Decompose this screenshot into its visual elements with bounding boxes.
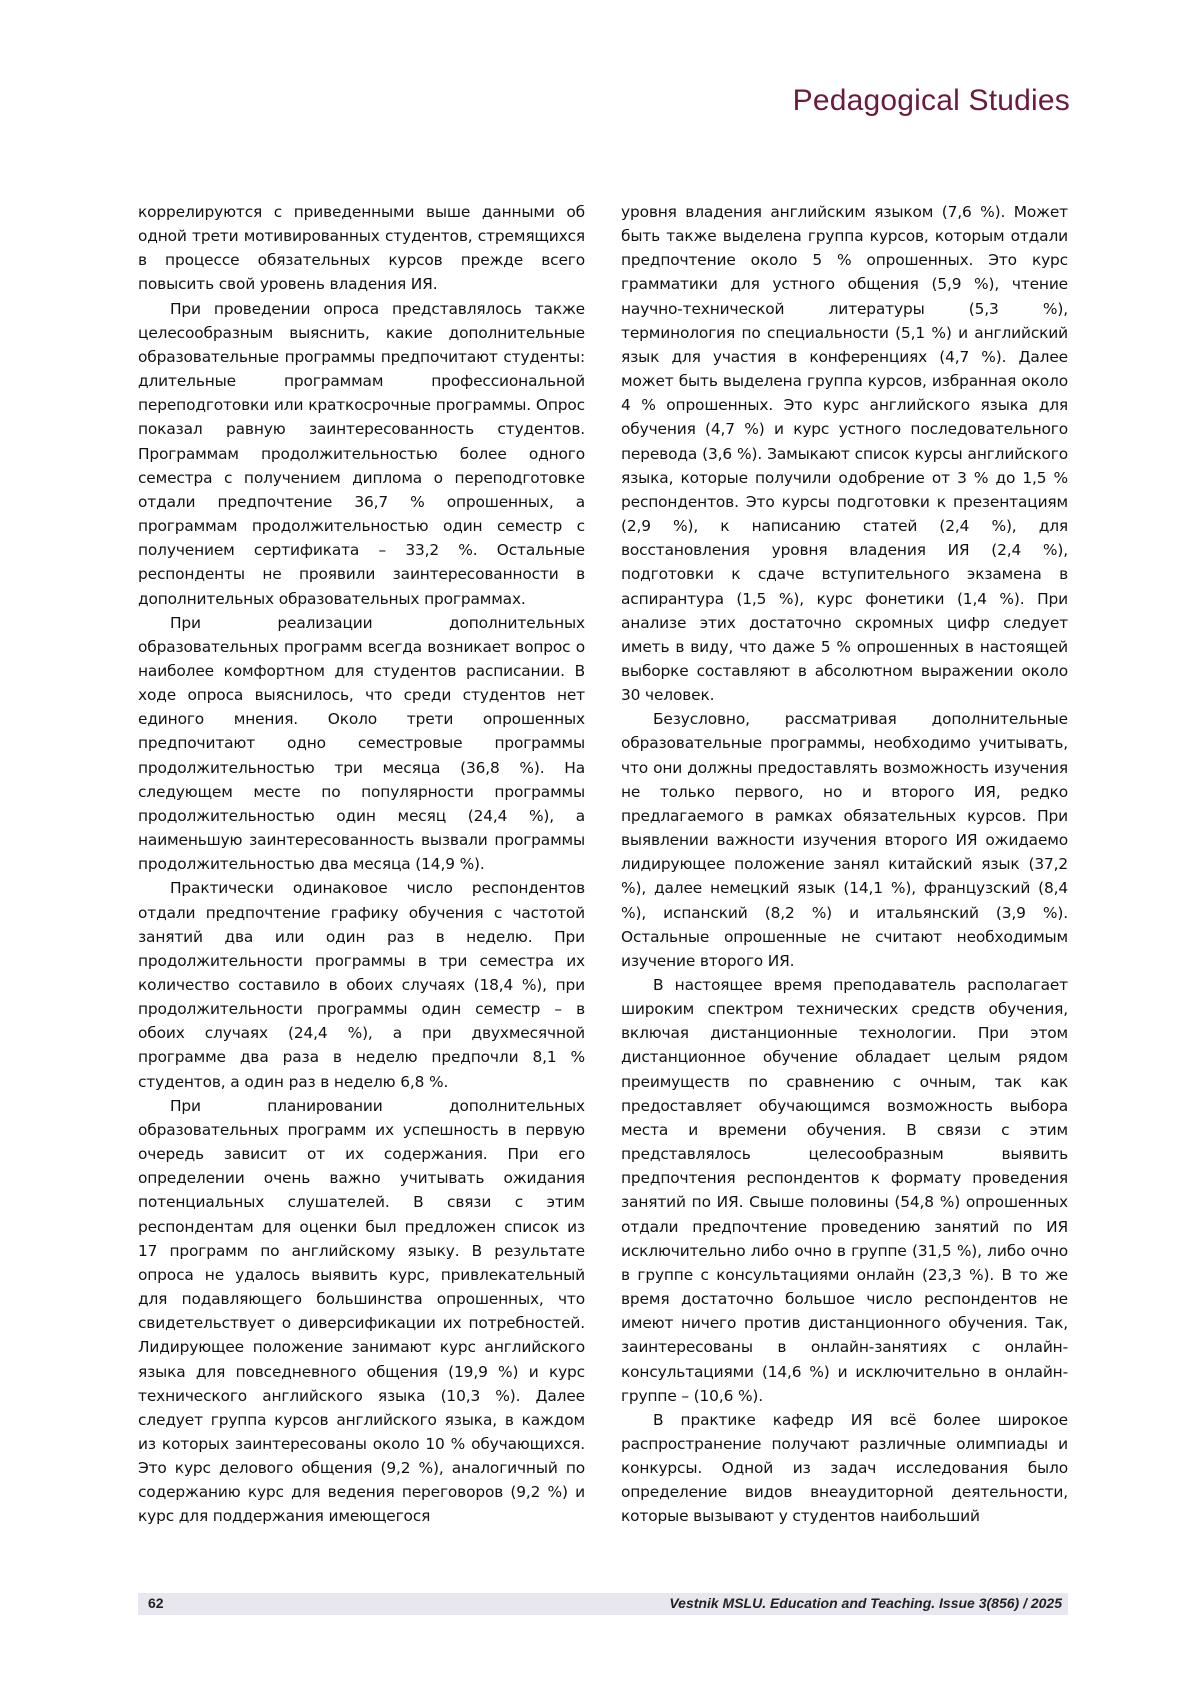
left-column <box>138 200 585 1529</box>
paragraph: В практике кафедр ИЯ всё более широкое распространение получают различные олимпиады и конкурсы. Одной из задач исследования было определение видов внеаудиторной деятельности, которые вызывают у студентов наибольший <box>621 1410 1068 1526</box>
page-footer <box>138 1593 1068 1615</box>
paragraph: коррелируются с приведенными выше данными об одной трети мотивированных студентов, стремящихся в процессе обязательных курсов прежде всего повысить свой уровень владения ИЯ. <box>138 203 585 294</box>
paragraph: уровня владения английским языком (7,6 %). Может быть также выделена группа курсов, которым отдали предпочтение около 5 % опрошенных. Это курс грамматики для устного общения (5,9 %), чтение научно-технической литературы (5,3 %), терминология по специальности (5,1 %) и английский язык для участия в конференциях (4,7 %). Далее может быть выделена группа курсов, избранная около 4 % опрошенных. Это курс английского языка для обучения (4,7 %) и курс устного последовательного перевода (3,6 %). Замыкают список курсы английского языка, которые получили одобрение от 3 % до 1,5 % респондентов. Это курсы подготовки к презентациям (2,9 %), к написанию статей (2,4 %), для восстановления уровня владения ИЯ (2,4 %), подготовки к сдаче вступительного экзамена в аспирантура (1,5 %), курс фонетики (1,4 %). При анализе этих достаточно скромных цифр следует иметь в виду, что даже 5 % опрошенных в настоящей выборке составляют в абсолютном выражении около 30 человек. <box>621 203 1068 705</box>
article-body <box>138 200 1068 1555</box>
paragraph: Практически одинаковое число респондентов отдали предпочтение графику обучения с частотой занятий два или один раз в неделю. При продолжительности программы в три семестра их количество составило в обоих случаях (18,4 %), при продолжительности программы один семестр – в обоих случаях (24,4 %), а при двухмесячной программе два раза в неделю предпочли 8,1 % студентов, а один раз в неделю 6,8 %. <box>138 879 585 1091</box>
page-number: 62 <box>148 1595 164 1611</box>
paragraph: Безусловно, рассматривая дополнительные образовательные программы, необходимо учитывать, что они должны предоставлять возможность изучения не только первого, но и второго ИЯ, редко предлагаемого в рамках обязательных курсов. При выявлении важности изучения второго ИЯ ожидаемо лидирующее положение занял китайский язык (37,2 %), далее немецкий язык (14,1 %), французский (8,4 %), испанский (8,2 %) и итальянский (3,9 %). Остальные опрошенные не считают необходимым изучение второго ИЯ. <box>621 710 1068 970</box>
right-column <box>621 200 1068 1529</box>
paragraph: При проведении опроса представлялось также целесообразным выяснить, какие дополнительные образовательные программы предпочитают студенты: длительные программам профессиональной переподготовки или краткосрочные программы. Опрос показал равную заинтересованность студентов. Программам продолжительностью более одного семестра с получением диплома о переподготовке отдали предпочтение 36,7 % опрошенных, а программам продолжительностью один семестр с получением сертификата – 33,2 %. Остальные респонденты не проявили заинтересованности в дополнительных образовательных программах. <box>138 299 585 608</box>
paragraph: В настоящее время преподаватель располагает широким спектром технических средств обучения, включая дистанционные технологии. При этом дистанционное обучение обладает целым рядом преимуществ по сравнению с очным, так как предоставляет обучающимся возможность выбора места и времени обучения. В связи с этим представлялось целесообразным выявить предпочтения респондентов к формату проведения занятий по ИЯ. Свыше половины (54,8 %) опрошенных отдали предпочтение проведению занятий по ИЯ исключительно либо очно в группе (31,5 %), либо очно в группе с консультациями онлайн (23,3 %). В то же время достаточно большое число респондентов не имеют ничего против дистанционного обучения. Так, заинтересованы в онлайн-занятиях с онлайн-консультациями (14,6 %) и исключительно в онлайн-группе – (10,6 %). <box>621 976 1068 1405</box>
journal-citation: Vestnik MSLU. Education and Teaching. Issue 3(856) / 2025 <box>669 1595 1062 1611</box>
section-title: Pedagogical Studies <box>792 84 1070 117</box>
paragraph: При реализации дополнительных образовательных программ всегда возникает вопрос о наиболее комфортном для студентов расписании. В ходе опроса выяснилось, что среди студентов нет единого мнения. Около трети опрошенных предпочитают одно семестровые программы продолжительностью три месяца (36,8 %). На следующем месте по популярности программы продолжительностью один месяц (24,4 %), а наименьшую заинтересованность вызвали программы продолжительностью два месяца (14,9 %). <box>138 613 585 874</box>
paragraph: При планировании дополнительных образовательных программ их успешность в первую очередь зависит от их содержания. При его определении очень важно учитывать ожидания потенциальных слушателей. В связи с этим респондентам для оценки был предложен список из 17 программ по английскому языку. В результате опроса не удалось выявить курс, привлекательный для подавляющего большинства опрошенных, что свидетельствует о диверсификации их потребностей. Лидирующее положение занимают курс английского языка для повседневного общения (19,9 %) и курс технического английского языка (10,3 %). Далее следует группа курсов английского языка, в каждом из которых заинтересованы около 10 % обучающихся. Это курс делового общения (9,2 %), аналогичный по содержанию курс для ведения переговоров (9,2 %) и курс для поддержания имеющегося <box>138 1096 585 1526</box>
